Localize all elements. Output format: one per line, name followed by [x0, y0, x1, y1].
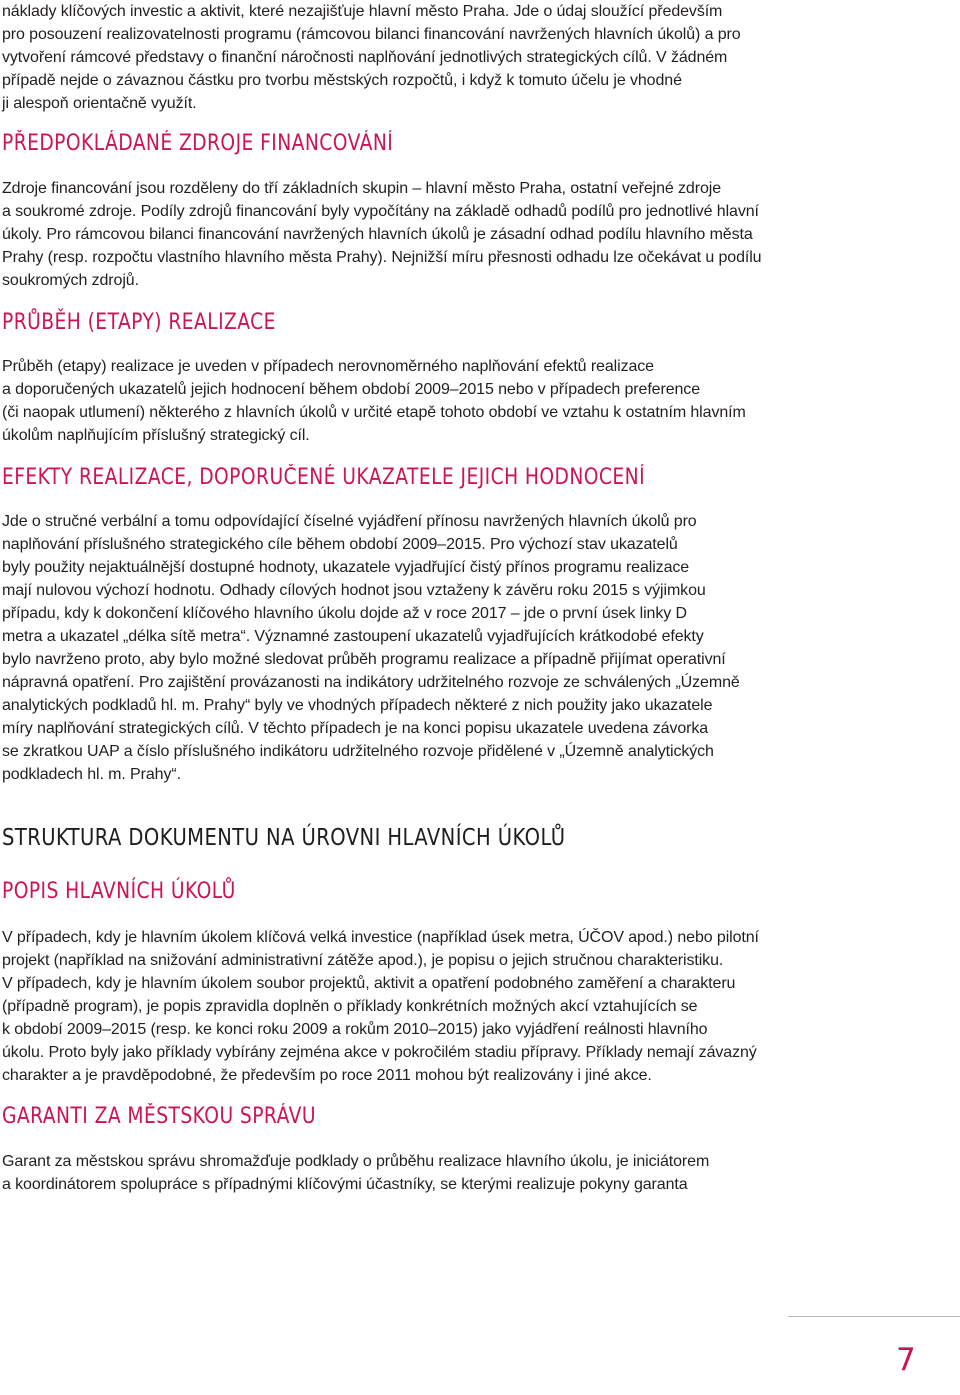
- page-number: 7: [896, 1342, 916, 1378]
- footer-divider: [788, 1316, 960, 1317]
- section-heading: PŘEDPOKLÁDANÉ ZDROJE FINANCOVÁNÍ: [2, 131, 394, 156]
- section-task-description-body: [2, 926, 882, 1087]
- section-guarantors-body: [2, 1150, 882, 1196]
- text-line: úkoly. Pro rámcovou bilanci financování navržených hlavních úkolů je zásadní odhad podílu hlavního města: [2, 226, 753, 243]
- intro-block: [2, 0, 882, 115]
- text-line: k období 2009–2015 (resp. ke konci roku 2009 a rokům 2010–2015) jako vyjádření reálnosti hlavního: [2, 1021, 708, 1038]
- text-line: naplňování příslušného strategického cíle během období 2009–2015. Pro výchozí stav ukazatelů: [2, 536, 678, 553]
- text-line: (či naopak utlumení) některého z hlavních úkolů v určité etapě tohoto období ve vztahu k ostatním hlavním: [2, 404, 746, 421]
- text-line: podkladech hl. m. Prahy“.: [2, 766, 181, 783]
- section-paragraph: [2, 355, 882, 447]
- structure-title-block: [2, 824, 882, 852]
- section-paragraph: [2, 177, 882, 292]
- section-guarantors: [2, 1103, 882, 1131]
- text-line: V případech, kdy je hlavním úkolem klíčová velká investice (například úsek metra, ÚČOV apod.) nebo pilotní: [2, 929, 759, 946]
- text-line: V případech, kdy je hlavním úkolem soubor projektů, aktivit a opatření podobného zaměření a charakteru: [2, 975, 736, 992]
- section-heading: EFEKTY REALIZACE, DOPORUČENÉ UKAZATELE JEJICH HODNOCENÍ: [2, 465, 646, 490]
- text-line: se zkratkou UAP a číslo příslušného indikátoru udržitelného rozvoje přidělené v „Územně analytických: [2, 743, 714, 760]
- section-paragraph: [2, 1150, 882, 1196]
- text-line: úkolu. Proto byly jako příklady vybírány zejména akce v pokročilém stadiu přípravy. Příklady nemají závazný: [2, 1044, 757, 1061]
- text-line: Zdroje financování jsou rozděleny do tří základních skupin – hlavní město Praha, ostatní veřejné zdroje: [2, 180, 721, 197]
- text-line: a koordinátorem spolupráce s případnými klíčovými účastníky, se kterými realizuje pokyny garanta: [2, 1176, 688, 1193]
- section-funding-sources-body: [2, 177, 882, 292]
- text-line: a doporučených ukazatelů jejich hodnocení během období 2009–2015 nebo v případech preference: [2, 381, 700, 398]
- text-line: úkolům naplňujícím příslušný strategický cíl.: [2, 427, 310, 444]
- section-heading: GARANTI ZA MĚSTSKOU SPRÁVU: [2, 1104, 316, 1129]
- section-effects-body: [2, 510, 882, 786]
- text-line: nápravná opatření. Pro zajištění provázanosti na indikátory udržitelného rozvoje ze schválených „Územně: [2, 674, 740, 691]
- text-line: ji alespoň orientačně využít.: [2, 95, 197, 112]
- text-line: byly použity nejaktuálnější dostupné hodnoty, ukazatele vyjadřující čistý přínos programu realizace: [2, 559, 690, 576]
- text-line: soukromých zdrojů.: [2, 272, 139, 289]
- text-line: projekt (například na snižování administrativní zátěže apod.), je popisu o jejich stručnou charakteristiku.: [2, 952, 724, 969]
- text-line: bylo navrženo proto, aby bylo možné sledovat průběh programu realizace a případně přijímat operativní: [2, 651, 726, 668]
- text-line: Prahy (resp. rozpočtu vlastního hlavního města Prahy). Nejnižší míru přesnosti odhadu lze očekávat u podílu: [2, 249, 762, 266]
- section-heading: PRŮBĚH (ETAPY) REALIZACE: [2, 310, 276, 335]
- section-stages: [2, 309, 882, 337]
- text-line: míry naplňování strategických cílů. V těchto případech je na konci popisu ukazatele uvedena závorka: [2, 720, 709, 737]
- section-paragraph: [2, 926, 882, 1087]
- section-heading: POPIS HLAVNÍCH ÚKOLŮ: [2, 879, 236, 904]
- text-line: charakter a je pravděpodobné, že především po roce 2011 mohou být realizovány i jiné akce.: [2, 1067, 652, 1084]
- text-line: a soukromé zdroje. Podíly zdrojů financování byly vypočítány na základě odhadů podílů pro jednotlivé hlavní: [2, 203, 759, 220]
- text-line: mají nulovou výchozí hodnotu. Odhady cílových hodnot jsou vztaženy k závěru roku 2015 s výjimkou: [2, 582, 706, 599]
- text-line: vytvoření rámcové představy o finanční náročnosti naplňování jednotlivých strategických cílů. V žádném: [2, 49, 728, 66]
- text-line: náklady klíčových investic a aktivit, které nezajišťuje hlavní město Praha. Jde o údaj sloužící především: [2, 3, 723, 20]
- text-line: analytických podkladů hl. m. Prahy“ byly ve vhodných případech některé z nich použity jako ukazatele: [2, 697, 713, 714]
- text-line: případě nejde o závaznou částku pro tvorbu městských rozpočtů, i když k tomuto účelu je vhodné: [2, 72, 682, 89]
- intro-paragraph: [2, 0, 882, 115]
- text-line: Průběh (etapy) realizace je uveden v případech nerovnoměrného naplňování efektů realizace: [2, 358, 654, 375]
- text-line: Garant za městskou správu shromažďuje podklady o průběhu realizace hlavního úkolu, je iniciátorem: [2, 1153, 710, 1170]
- text-line: Jde o stručné verbální a tomu odpovídající číselné vyjádření přínosu navržených hlavních úkolů pro: [2, 513, 697, 530]
- text-line: (případně program), je popis zpravidla doplněn o příklady konkrétních možných akcí vztahujících se: [2, 998, 698, 1015]
- text-line: metra a ukazatel „délka sítě metra“. Významné zastoupení ukazatelů vyjadřujících krátkodobé efekty: [2, 628, 704, 645]
- section-stages-body: [2, 355, 882, 447]
- section-funding-sources: [2, 130, 882, 158]
- section-paragraph: [2, 510, 882, 786]
- structure-title: STRUKTURA DOKUMENTU NA ÚROVNI HLAVNÍCH ÚKOLŮ: [2, 825, 566, 851]
- text-line: pro posouzení realizovatelnosti programu (rámcovou bilanci financování navržených hlavních úkolů) a pro: [2, 26, 741, 43]
- section-effects: [2, 464, 882, 492]
- text-line: případu, kdy k dokončení klíčového hlavního úkolu dojde až v roce 2017 – jde o první úsek linky D: [2, 605, 687, 622]
- section-task-description: [2, 878, 882, 906]
